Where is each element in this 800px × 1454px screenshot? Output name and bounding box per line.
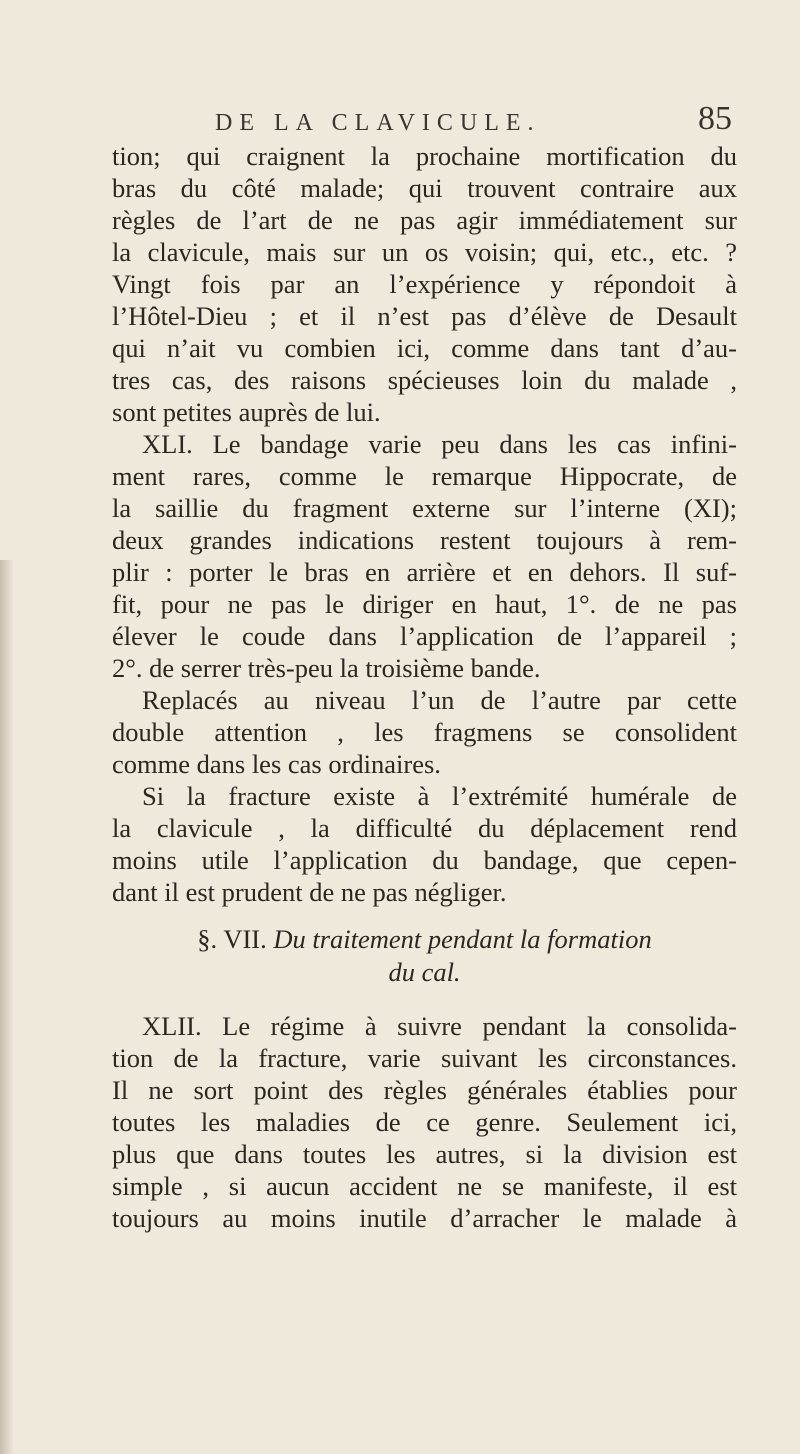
section-title: Du traitement pendant la formation: [273, 924, 652, 954]
paragraph-1: [112, 140, 737, 428]
text-line: la clavicule, mais sur un os voisin; qui, etc., etc. ?: [112, 237, 737, 267]
text-line: XLI. Le bandage varie peu dans les cas infini-: [142, 429, 737, 459]
text-line: la saillie du fragment externe sur l’interne (XI);: [112, 493, 737, 523]
paragraph-3: [112, 684, 737, 780]
text-line: toutes les maladies de ce genre. Seulement ici,: [112, 1107, 737, 1137]
section-title-continued: du cal.: [388, 957, 461, 987]
page-edge-shadow: [0, 560, 14, 1454]
page-number: 85: [698, 100, 732, 137]
text-line: Si la fracture existe à l’extrémité humérale de: [142, 781, 737, 811]
text-line: toujours au moins inutile d’arracher le malade à: [112, 1203, 737, 1233]
text-line: la clavicule , la difficulté du déplacement rend: [112, 813, 737, 843]
text-line: simple , si aucun accident ne se manifeste, il est: [112, 1171, 737, 1201]
text-line: qui n’ait vu combien ici, comme dans tant d’au-: [112, 333, 737, 363]
text-line: tion de la fracture, varie suivant les circonstances.: [112, 1043, 737, 1073]
text-line: Il ne sort point des règles générales établies pour: [112, 1075, 737, 1105]
text-line: double attention , les fragmens se consolident: [112, 717, 737, 747]
text-line: XLII. Le régime à suivre pendant la consolida-: [142, 1011, 737, 1041]
text-line: fit, pour ne pas le diriger en haut, 1°. de ne pas: [112, 589, 737, 619]
paragraph-2: [112, 428, 737, 684]
text-line: règles de l’art de ne pas agir immédiatement sur: [112, 205, 737, 235]
paragraph-5: [112, 1010, 737, 1234]
body-text: [112, 140, 737, 1234]
text-line: deux grandes indications restent toujours à rem-: [112, 525, 737, 555]
section-number: §. VII.: [197, 924, 267, 954]
text-line: Vingt fois par an l’expérience y répondoit à: [112, 269, 737, 299]
text-line: plir : porter le bras en arrière et en dehors. Il suf-: [112, 557, 737, 587]
text-line: 2°. de serrer très-peu la troisième bande.: [112, 653, 541, 683]
text-line: tion; qui craignent la prochaine mortification du: [112, 141, 737, 171]
text-line: ment rares, comme le remarque Hippocrate, de: [112, 461, 737, 491]
text-line: moins utile l’application du bandage, que cepen-: [112, 845, 737, 875]
text-line: plus que dans toutes les autres, si la division est: [112, 1139, 737, 1169]
text-line: élever le coude dans l’application de l’appareil ;: [112, 621, 737, 651]
text-line: tres cas, des raisons spécieuses loin du malade ,: [112, 365, 737, 395]
paragraph-4: [112, 780, 737, 908]
text-line: Replacés au niveau l’un de l’autre par cette: [142, 685, 737, 715]
running-head: DE LA CLAVICULE.: [215, 110, 541, 136]
text-line: dant il est prudent de ne pas négliger.: [112, 877, 507, 907]
section-heading: [112, 922, 737, 988]
text-line: sont petites auprès de lui.: [112, 397, 381, 427]
text-line: comme dans les cas ordinaires.: [112, 749, 441, 779]
text-line: bras du côté malade; qui trouvent contraire aux: [112, 173, 737, 203]
text-line: l’Hôtel-Dieu ; et il n’est pas d’élève de Desault: [112, 301, 737, 331]
